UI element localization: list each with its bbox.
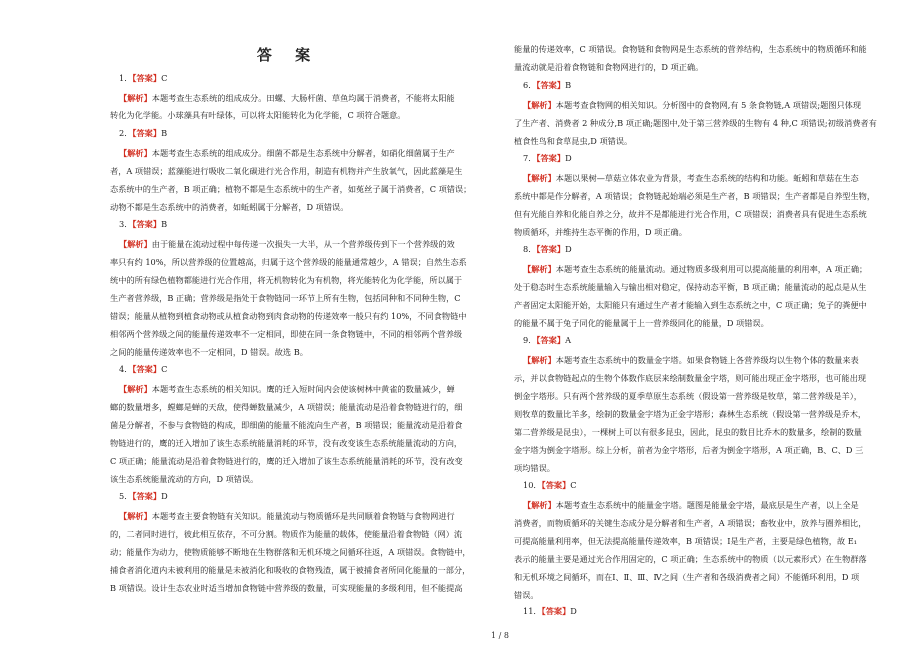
text-line xyxy=(514,335,571,345)
text-line xyxy=(110,511,455,521)
line-text: D xyxy=(565,153,572,163)
line-text: 菌是分解者，不参与食物链的构成，即细菌的能量不能流向生产者，B 项错误；能量流动是沿着食 xyxy=(110,420,463,430)
text-line xyxy=(110,565,470,575)
line-text: B xyxy=(565,80,572,90)
text-line xyxy=(514,480,577,490)
text-line xyxy=(514,518,866,528)
text-line xyxy=(514,209,867,219)
line-text: 由于能量在流动过程中每传递一次损失一大半，从一个营养级传到下一个营养级的效 xyxy=(151,239,455,249)
text-line xyxy=(514,264,867,274)
line-text: 本题考查生态系统的组成成分。细菌不都是生态系统中分解者，如硝化细菌属于生产 xyxy=(151,148,455,158)
text-line xyxy=(110,547,471,557)
answer-label: 【答案】 xyxy=(536,335,566,345)
line-text: 能量的传递效率，C 项错误。食物链和食物网是生态系统的营养结构，生态系统中的物质循环和能 xyxy=(514,44,867,54)
text-line xyxy=(514,427,862,437)
line-text: 量流动就是沿着食物链和食物网进行的，D 项正确。 xyxy=(514,62,704,72)
line-text: 了生产者、消费者 2 种成分,B 项正确;题图中,处于第三营养级的生物有 4 种,C 项错误;初级消费者有 xyxy=(514,118,877,128)
page-title: 答 案 xyxy=(256,46,320,64)
text-line xyxy=(110,239,455,249)
line-text: 的，二者同时进行，彼此相互依存，不可分割。物质作为能量的载体，使能量沿着食物链（网）流 xyxy=(110,529,463,539)
question-number: 1． xyxy=(119,73,133,83)
line-text: 错误。 xyxy=(514,590,539,600)
answer-label: 【答案】 xyxy=(541,480,571,490)
line-text: 态系统中的生产者，B 项正确；植物不都是生态系统中的生产者，如菟丝子属于消费者，C 项错误； xyxy=(110,184,472,194)
text-line xyxy=(514,173,859,183)
text-line xyxy=(514,318,769,328)
text-line xyxy=(514,409,866,419)
line-text: 本题以果树—草菇立体农业为背景，考查生态系统的结构和功能。蚯蚓和草菇在生态 xyxy=(555,173,859,183)
analysis-label: 【解析】 xyxy=(523,100,556,110)
line-text: 产者固定太阳能开始，太阳能只有通过生产者才能输入到生态系统之中，C 项正确；兔子的粪便中 xyxy=(514,300,867,310)
line-text: 消费者，而物质循环的关键生态成分是分解者和生产者，A 项错误；畜牧业中，放养与圈养相比， xyxy=(514,518,867,528)
line-text: 相邻两个营养级之间的能量传递效率不一定相同，即使在同一条食物链中，不同的相邻两个营养级 xyxy=(110,329,463,339)
analysis-label: 【解析】 xyxy=(119,239,152,249)
line-text: 示，并以食物链起点的生物个体数作底层来绘制数量金字塔，则可能出现正金字塔形，也可能出现 xyxy=(514,373,867,383)
line-text: 捕食者消化道内未被利用的能量是未被消化和吸收的食物残渣，属于被捕食者所同化能量的一部分， xyxy=(110,565,471,575)
text-line xyxy=(514,44,867,54)
text-line xyxy=(514,136,632,146)
line-text: 金字塔为倒金字塔形。综上分析，前者为金字塔形，后者为倒金字塔形，A 项正确，B、C、D 三 xyxy=(514,445,864,455)
text-line xyxy=(514,80,571,90)
text-line xyxy=(110,110,405,120)
answer-label: 【答案】 xyxy=(536,153,566,163)
question-number: 7． xyxy=(523,153,537,163)
answer-label: 【答案】 xyxy=(132,364,162,374)
question-number: 5． xyxy=(119,491,133,501)
text-line xyxy=(514,445,863,455)
text-line xyxy=(110,311,467,321)
line-text: 本题考查生态系统的相关知识。鹰的迁入短时间内会使该树林中黄雀的数量减少，蝉 xyxy=(151,384,455,394)
line-text: 该生态系统能量流动的方向，D 项错误。 xyxy=(110,474,259,484)
analysis-label: 【解析】 xyxy=(119,148,152,158)
line-text: B xyxy=(161,219,168,229)
text-line xyxy=(514,554,867,564)
text-line xyxy=(514,191,875,201)
text-line xyxy=(514,100,861,110)
text-line xyxy=(514,153,572,163)
text-line xyxy=(514,500,859,510)
line-text: 率只有约 10%，所以营养级的位置越高，归属于这个营养级的能量通常越少，A 错误；自然生态系 xyxy=(110,257,467,267)
analysis-label: 【解析】 xyxy=(119,93,152,103)
line-text: 生产者营养级，B 正确；营养级是指处于食物链同一环节上所有生物，包括同种和不同种生物，C xyxy=(110,293,461,303)
text-line xyxy=(514,536,857,546)
text-line xyxy=(110,73,167,83)
line-text: 之间的能量传递效率也不一定相同，D 错误。故选 B。 xyxy=(110,347,308,357)
question-number: 11． xyxy=(523,606,542,616)
answer-label: 【答案】 xyxy=(536,80,566,90)
line-text: 项均错误。 xyxy=(514,463,555,473)
text-line xyxy=(514,227,687,237)
line-text: 动物不都是生态系统中的消费者，如蚯蚓属于分解者，D 项错误。 xyxy=(110,202,349,212)
line-text: C xyxy=(161,364,168,374)
line-text: 螂的数量增多，螳螂是蝉的天敌，使得蝉数量减少，A 项错误；能量流动是沿着食物链进行的，细 xyxy=(110,402,463,412)
text-line xyxy=(514,244,572,254)
text-line xyxy=(110,456,463,466)
question-number: 10． xyxy=(523,480,542,490)
answer-label: 【答案】 xyxy=(536,244,566,254)
line-text: B xyxy=(161,128,168,138)
line-text: 本题考查食物网的相关知识。分析图中的食物网,有 5 条食物链,A 项错误;题图只体现 xyxy=(555,100,862,110)
analysis-label: 【解析】 xyxy=(523,264,556,274)
analysis-label: 【解析】 xyxy=(523,355,556,365)
text-line xyxy=(110,148,455,158)
answer-label: 【答案】 xyxy=(541,606,571,616)
line-text: 倒金字塔形。只有两个营养级的夏季草原生态系统（假设第一营养级是牧草，第二营养级是羊）， xyxy=(514,391,862,401)
question-number: 6． xyxy=(523,80,537,90)
line-text: 本题考查生态系统的能量流动。通过物质多级利用可以提高能量的利用率，A 项正确； xyxy=(555,264,868,274)
text-line xyxy=(110,184,471,194)
text-line xyxy=(110,128,167,138)
text-line xyxy=(110,384,455,394)
line-text: 和无机环境之间循环，而在Ⅰ、Ⅱ、Ⅲ、Ⅳ之间（生产者和各级消费者之间）不能循环利用，D 项 xyxy=(514,572,860,582)
text-line xyxy=(514,282,867,292)
text-line xyxy=(514,463,555,473)
text-line xyxy=(110,347,308,357)
line-text: 物链进行的，鹰的迁入增加了该生态系统能量消耗的环节，没有改变该生态系统能量流动的方向， xyxy=(110,438,463,448)
line-text: 错误；能量从植物到植食动物或从植食动物到肉食动物的传递效率一般只有约 10%，不同食物链中 xyxy=(110,311,467,321)
question-number: 9． xyxy=(523,335,537,345)
line-text: 物质循环，并维持生态平衡的作用，D 项正确。 xyxy=(514,227,687,237)
text-line xyxy=(110,474,258,484)
analysis-label: 【解析】 xyxy=(119,384,152,394)
text-line xyxy=(110,257,467,267)
line-text: 本题考查生态系统中的能量金字塔。题图是能量金字塔，最底层是生产者，以上全是 xyxy=(555,500,859,510)
answer-label: 【答案】 xyxy=(132,491,162,501)
line-text: B 项错误。设计生态农业时适当增加食物链中营养级的数量，可实现能量的多级利用，但不能提高 xyxy=(110,583,463,593)
text-line xyxy=(110,402,462,412)
text-line xyxy=(110,491,168,501)
text-line xyxy=(110,364,167,374)
line-text: 第二营养级是昆虫），一棵树上可以有很多昆虫，因此，昆虫的数目比乔木的数量多，绘制的数量 xyxy=(514,427,862,437)
text-line xyxy=(110,166,462,176)
line-text: 转化为化学能。小球藻具有叶绿体，可以将太阳能转化为化学能，C 项符合题意。 xyxy=(110,110,406,120)
line-text: 植食性鸟和食草昆虫,D 项错误。 xyxy=(514,136,633,146)
line-text: 本题考查主要食物链有关知识。能量流动与物质循环是共同顺着食物链与食物网进行 xyxy=(151,511,455,521)
text-line xyxy=(514,572,859,582)
text-line xyxy=(110,202,348,212)
text-line xyxy=(110,275,462,285)
analysis-label: 【解析】 xyxy=(119,511,152,521)
text-line xyxy=(514,391,862,401)
text-line xyxy=(514,606,577,616)
line-text: 本题考查生态系统的组成成分。田螺、大肠杆菌、草鱼均属于消费者，不能将太阳能 xyxy=(151,93,455,103)
line-text: 表示的能量主要是通过光合作用固定的，C 项正确；生态系统中的物质（以元素形式）在生物群落 xyxy=(514,554,867,564)
question-number: 4． xyxy=(119,364,133,374)
text-line xyxy=(110,219,167,229)
line-text: D xyxy=(570,606,577,616)
question-number: 3． xyxy=(119,219,133,229)
line-text: 可提高能量利用率，但无法提高能量传递效率，B 项错误；Ⅰ是生产者，主要是绿色植物，故 E₁ xyxy=(514,536,858,546)
line-text: 但有光能自养和化能自养之分，故并不是都能进行光合作用，C 项错误；消费者具有促进生态系统 xyxy=(514,209,867,219)
line-text: C 项正确；能量流动是沿着食物链进行的，鹰的迁入增加了该生态系统能量消耗的环节，没有改变 xyxy=(110,456,463,466)
answer-label: 【答案】 xyxy=(132,128,162,138)
text-line xyxy=(514,355,859,365)
line-text: 本题考查生态系统中的数量金字塔。如果食物链上各营养级均以生物个体的数量来表 xyxy=(555,355,859,365)
text-line xyxy=(514,373,866,383)
line-text: 动；能量作为动力，使物质能够不断地在生物群落和无机环境之间循环往返，A 项错误。食物链中， xyxy=(110,547,471,557)
line-text: 处于稳态时生态系统能量输入与输出相对稳定，保持动态平衡，B 项正确；能量流动的起点是从生 xyxy=(514,282,867,292)
line-text: 者，A 项错误；蓝藻能进行吸收二氧化碳进行光合作用，制造有机物并产生放氧气，因此蓝藻是生 xyxy=(110,166,463,176)
answer-label: 【答案】 xyxy=(132,73,162,83)
line-text: 则牧草的数量比羊多，绘制的数量金字塔为正金字塔形；森林生态系统（假设第一营养级是乔木， xyxy=(514,409,867,419)
text-line xyxy=(514,300,867,310)
page-number: 1 / 8 xyxy=(491,631,509,640)
text-line xyxy=(110,293,461,303)
analysis-label: 【解析】 xyxy=(523,500,556,510)
text-line xyxy=(110,583,463,593)
line-text: C xyxy=(161,73,168,83)
line-text: A xyxy=(565,335,571,345)
text-line xyxy=(514,62,703,72)
answer-label: 【答案】 xyxy=(132,219,162,229)
text-line xyxy=(514,590,539,600)
text-line xyxy=(110,438,462,448)
line-text: D xyxy=(161,491,168,501)
text-line xyxy=(110,329,462,339)
line-text: C xyxy=(570,480,577,490)
text-line xyxy=(110,420,463,430)
question-number: 2． xyxy=(119,128,133,138)
line-text: 系统中都是作分解者，A 项错误；食物链起始端必须是生产者，B 项错误；生产者都是自养型生物， xyxy=(514,191,876,201)
line-text: 统中的所有绿色植物都能进行光合作用，将无机物转化为有机物，将光能转化为化学能，所以属于 xyxy=(110,275,463,285)
question-number: 8． xyxy=(523,244,537,254)
text-line xyxy=(110,93,455,103)
analysis-label: 【解析】 xyxy=(523,173,556,183)
line-text: D xyxy=(565,244,572,254)
text-line xyxy=(110,529,462,539)
line-text: 的能量不属于兔子同化的能量属于上一营养级同化的能量，D 项错误。 xyxy=(514,318,769,328)
text-line xyxy=(514,118,877,128)
